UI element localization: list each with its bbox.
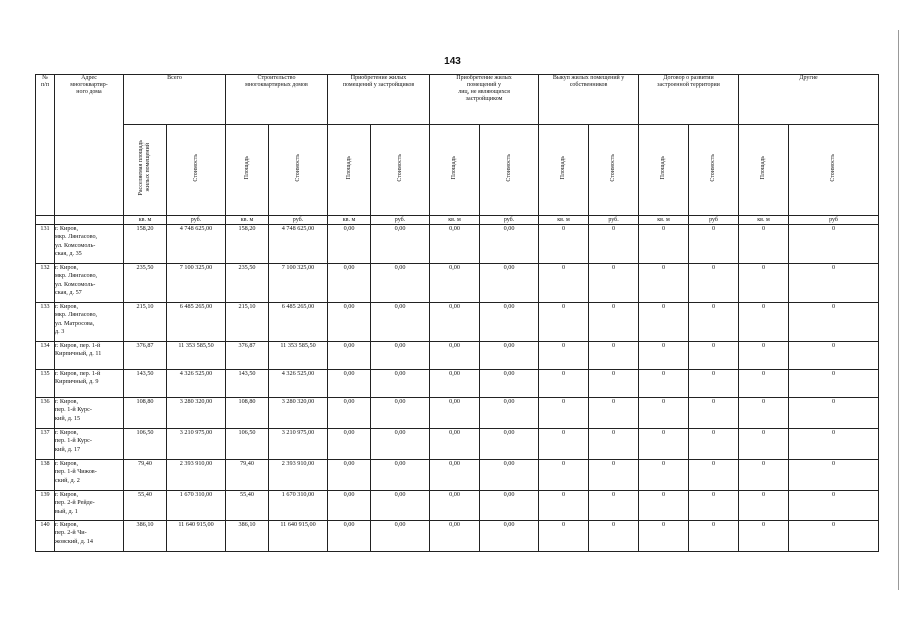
cell-cost: 3 280 320,00 <box>167 398 226 429</box>
cell-area: 79,40 <box>226 460 269 491</box>
page-edge-line <box>898 30 899 590</box>
cell-area: 0 <box>639 491 689 521</box>
cell-cost: 0 <box>789 521 879 552</box>
unit-cell: руб. <box>480 216 539 225</box>
cell-cost: 4 748 625,00 <box>269 225 328 264</box>
table-body <box>36 225 879 552</box>
row-number: 135 <box>36 370 55 398</box>
cell-cost: 0,00 <box>480 460 539 491</box>
table-row <box>36 225 879 264</box>
cell-cost: 0,00 <box>480 303 539 342</box>
cell-cost: 0 <box>689 460 739 491</box>
cell-area: 0,00 <box>430 460 480 491</box>
header-row-groups <box>36 75 879 125</box>
cell-cost: 0 <box>589 370 639 398</box>
cell-cost: 7 100 325,00 <box>167 264 226 303</box>
cell-area: 0 <box>639 521 689 552</box>
cell-area: 0,00 <box>328 429 371 460</box>
cell-area: 215,10 <box>226 303 269 342</box>
cell-cost: 0 <box>689 342 739 370</box>
cell-area: 0,00 <box>328 264 371 303</box>
cell-cost: 0 <box>789 398 879 429</box>
header-sub-cost: Стоимость <box>589 125 639 216</box>
resettlement-table <box>35 74 879 552</box>
row-address: г. Киров, пер. 1-й Кирпичный, д. 11 <box>55 342 124 370</box>
cell-area: 0,00 <box>328 342 371 370</box>
cell-area: 0 <box>739 264 789 303</box>
cell-cost: 0 <box>789 303 879 342</box>
table-row <box>36 370 879 398</box>
cell-area: 0,00 <box>328 521 371 552</box>
cell-area: 0 <box>539 460 589 491</box>
cell-cost: 4 748 625,00 <box>167 225 226 264</box>
header-address: Адрес многоквартир- ного дома <box>55 75 124 216</box>
row-address: г. Киров, пер. 1-й Чижов- ский, д. 2 <box>55 460 124 491</box>
cell-area: 143,50 <box>226 370 269 398</box>
cell-area: 0,00 <box>430 521 480 552</box>
cell-cost: 0,00 <box>480 264 539 303</box>
unit-cell: кв. м <box>430 216 480 225</box>
cell-area: 0,00 <box>328 370 371 398</box>
row-number: 132 <box>36 264 55 303</box>
table-row <box>36 342 879 370</box>
row-address: г. Киров, пер. 1-й Кирпичный, д. 9 <box>55 370 124 398</box>
cell-area: 0 <box>539 225 589 264</box>
cell-cost: 0,00 <box>480 342 539 370</box>
cell-cost: 0,00 <box>371 491 430 521</box>
table-row <box>36 429 879 460</box>
cell-cost: 3 280 320,00 <box>269 398 328 429</box>
unit-cell: руб. <box>371 216 430 225</box>
cell-area: 0 <box>739 429 789 460</box>
cell-cost: 0,00 <box>371 225 430 264</box>
header-group-buyout: Выкуп жилых помещений у собственников <box>539 75 639 125</box>
header-sub-cost: Стоимость <box>789 125 879 216</box>
row-number: 138 <box>36 460 55 491</box>
cell-area: 0 <box>539 429 589 460</box>
cell-area: 0 <box>539 491 589 521</box>
cell-area: 0,00 <box>328 398 371 429</box>
cell-cost: 0,00 <box>371 264 430 303</box>
row-address: г. Киров, пер. 1-й Курс- кий, д. 15 <box>55 398 124 429</box>
cell-area: 0 <box>739 303 789 342</box>
table-row <box>36 303 879 342</box>
cell-area: 386,10 <box>226 521 269 552</box>
cell-cost: 2 393 910,00 <box>167 460 226 491</box>
unit-cell <box>36 216 55 225</box>
cell-cost: 0 <box>789 342 879 370</box>
cell-cost: 3 210 975,00 <box>269 429 328 460</box>
cell-area: 143,50 <box>124 370 167 398</box>
cell-cost: 0,00 <box>371 460 430 491</box>
header-group-purchase-non-developers: Приобретение жилых помещений у лиц, не являющихся застройщиком <box>430 75 539 125</box>
unit-cell: кв. м <box>226 216 269 225</box>
cell-area: 0 <box>639 225 689 264</box>
header-sub-cost: Стоимость <box>269 125 328 216</box>
cell-cost: 0,00 <box>480 491 539 521</box>
header-sub-area: Площадь <box>226 125 269 216</box>
cell-cost: 6 485 265,00 <box>269 303 328 342</box>
cell-cost: 0 <box>789 429 879 460</box>
cell-area: 0 <box>539 398 589 429</box>
cell-cost: 0,00 <box>480 370 539 398</box>
cell-area: 0 <box>639 264 689 303</box>
header-group-total: Всего <box>124 75 226 125</box>
cell-area: 0,00 <box>328 491 371 521</box>
cell-area: 0,00 <box>430 370 480 398</box>
cell-cost: 0,00 <box>371 370 430 398</box>
cell-area: 0,00 <box>328 225 371 264</box>
cell-area: 0,00 <box>430 491 480 521</box>
cell-cost: 0 <box>789 264 879 303</box>
cell-area: 386,10 <box>124 521 167 552</box>
unit-cell: кв. м <box>124 216 167 225</box>
unit-cell <box>55 216 124 225</box>
cell-area: 215,10 <box>124 303 167 342</box>
header-sub-cost: Стоимость <box>167 125 226 216</box>
cell-cost: 0 <box>689 264 739 303</box>
cell-area: 235,50 <box>124 264 167 303</box>
cell-cost: 11 640 915,00 <box>167 521 226 552</box>
cell-cost: 0 <box>689 225 739 264</box>
cell-cost: 3 210 975,00 <box>167 429 226 460</box>
cell-cost: 4 326 525,00 <box>167 370 226 398</box>
unit-cell: руб <box>689 216 739 225</box>
cell-area: 0 <box>539 342 589 370</box>
cell-cost: 1 670 310,00 <box>269 491 328 521</box>
cell-cost: 0 <box>589 225 639 264</box>
cell-area: 0,00 <box>430 342 480 370</box>
cell-area: 0 <box>739 342 789 370</box>
table-row <box>36 521 879 552</box>
cell-area: 0 <box>639 303 689 342</box>
cell-cost: 0,00 <box>371 398 430 429</box>
table-row <box>36 491 879 521</box>
cell-cost: 0,00 <box>371 429 430 460</box>
row-address: г. Киров, пер. 2-й Чи- жовский, д. 14 <box>55 521 124 552</box>
cell-cost: 0 <box>589 429 639 460</box>
cell-area: 0 <box>639 398 689 429</box>
cell-cost: 0 <box>589 398 639 429</box>
header-sub-area: Площадь <box>328 125 371 216</box>
cell-area: 0 <box>539 264 589 303</box>
row-address: г. Киров, пер. 2-й Рейде- вый, д. 1 <box>55 491 124 521</box>
cell-cost: 7 100 325,00 <box>269 264 328 303</box>
header-sub-area: Площадь <box>430 125 480 216</box>
cell-cost: 0,00 <box>371 521 430 552</box>
header-sub-cost: Стоимость <box>480 125 539 216</box>
cell-cost: 0 <box>589 460 639 491</box>
cell-area: 0,00 <box>430 398 480 429</box>
cell-cost: 0 <box>789 460 879 491</box>
cell-area: 106,50 <box>124 429 167 460</box>
cell-cost: 11 353 585,50 <box>269 342 328 370</box>
cell-area: 0,00 <box>430 429 480 460</box>
cell-cost: 0 <box>689 521 739 552</box>
unit-cell: руб. <box>167 216 226 225</box>
cell-area: 0,00 <box>328 303 371 342</box>
header-group-development-agreement: Договор о развитии застроенной территории <box>639 75 739 125</box>
page-number: 143 <box>444 56 461 67</box>
unit-cell: руб. <box>589 216 639 225</box>
cell-cost: 11 353 585,50 <box>167 342 226 370</box>
cell-area: 0,00 <box>430 303 480 342</box>
cell-cost: 2 393 910,00 <box>269 460 328 491</box>
cell-cost: 0,00 <box>480 521 539 552</box>
row-number: 136 <box>36 398 55 429</box>
cell-cost: 11 640 915,00 <box>269 521 328 552</box>
cell-cost: 6 485 265,00 <box>167 303 226 342</box>
cell-area: 0,00 <box>430 225 480 264</box>
cell-area: 235,50 <box>226 264 269 303</box>
cell-area: 79,40 <box>124 460 167 491</box>
cell-area: 0 <box>739 370 789 398</box>
cell-area: 158,20 <box>226 225 269 264</box>
unit-cell: руб <box>789 216 879 225</box>
cell-cost: 0 <box>589 303 639 342</box>
header-sub-area: Расселяемая площадь жилых помещений <box>124 125 167 216</box>
header-row-units <box>36 216 879 225</box>
unit-cell: кв. м <box>328 216 371 225</box>
cell-cost: 1 670 310,00 <box>167 491 226 521</box>
row-number: 133 <box>36 303 55 342</box>
cell-area: 55,40 <box>226 491 269 521</box>
cell-cost: 0 <box>789 225 879 264</box>
unit-cell: кв. м <box>739 216 789 225</box>
cell-cost: 0 <box>789 370 879 398</box>
unit-cell: кв. м <box>639 216 689 225</box>
cell-cost: 0 <box>689 370 739 398</box>
table-row <box>36 460 879 491</box>
row-address: г. Киров, мкр. Лянгасово, ул. Комсомоль- ская, д. 57 <box>55 264 124 303</box>
cell-area: 0 <box>639 342 689 370</box>
cell-area: 376,87 <box>124 342 167 370</box>
cell-area: 0 <box>739 398 789 429</box>
cell-area: 0 <box>739 521 789 552</box>
cell-cost: 0 <box>789 491 879 521</box>
cell-cost: 0 <box>589 491 639 521</box>
cell-cost: 0 <box>589 264 639 303</box>
header-sub-area: Площадь <box>539 125 589 216</box>
cell-cost: 4 326 525,00 <box>269 370 328 398</box>
table-row <box>36 398 879 429</box>
cell-cost: 0 <box>689 303 739 342</box>
header-sub-cost: Стоимость <box>689 125 739 216</box>
table-row <box>36 264 879 303</box>
header-sub-cost: Стоимость <box>371 125 430 216</box>
cell-cost: 0 <box>689 398 739 429</box>
cell-area: 0,00 <box>430 264 480 303</box>
cell-cost: 0 <box>589 521 639 552</box>
cell-cost: 0,00 <box>480 398 539 429</box>
cell-cost: 0 <box>589 342 639 370</box>
row-address: г. Киров, мкр. Лянгасово, ул. Комсомоль- ская, д. 35 <box>55 225 124 264</box>
cell-area: 108,80 <box>226 398 269 429</box>
row-address: г. Киров, пер. 1-й Курс- кий, д. 17 <box>55 429 124 460</box>
header-group-other: Другие <box>739 75 879 125</box>
cell-area: 0 <box>739 460 789 491</box>
unit-cell: руб. <box>269 216 328 225</box>
cell-area: 0 <box>639 429 689 460</box>
cell-cost: 0 <box>689 491 739 521</box>
cell-area: 0 <box>539 303 589 342</box>
cell-cost: 0,00 <box>480 429 539 460</box>
cell-area: 376,87 <box>226 342 269 370</box>
cell-area: 0 <box>539 370 589 398</box>
cell-area: 55,40 <box>124 491 167 521</box>
cell-area: 158,20 <box>124 225 167 264</box>
row-number: 140 <box>36 521 55 552</box>
cell-cost: 0 <box>689 429 739 460</box>
cell-area: 108,80 <box>124 398 167 429</box>
cell-cost: 0,00 <box>371 342 430 370</box>
cell-cost: 0,00 <box>371 303 430 342</box>
cell-area: 0 <box>539 521 589 552</box>
header-group-construction: Строительство многоквартирных домов <box>226 75 328 125</box>
cell-area: 0 <box>739 491 789 521</box>
row-number: 131 <box>36 225 55 264</box>
unit-cell: кв. м <box>539 216 589 225</box>
cell-area: 106,50 <box>226 429 269 460</box>
header-sub-area: Площадь <box>639 125 689 216</box>
header-group-purchase-developers: Приобретение жилых помещений у застройщиков <box>328 75 430 125</box>
cell-area: 0 <box>639 370 689 398</box>
row-number: 139 <box>36 491 55 521</box>
cell-area: 0,00 <box>328 460 371 491</box>
cell-cost: 0,00 <box>480 225 539 264</box>
header-sub-area: Площадь <box>739 125 789 216</box>
row-address: г. Киров, мкр. Лянгасово, ул. Матросова, д. 3 <box>55 303 124 342</box>
header-num: № п/п <box>36 75 55 216</box>
header-row-sub <box>36 125 879 216</box>
row-number: 134 <box>36 342 55 370</box>
cell-area: 0 <box>639 460 689 491</box>
cell-area: 0 <box>739 225 789 264</box>
row-number: 137 <box>36 429 55 460</box>
